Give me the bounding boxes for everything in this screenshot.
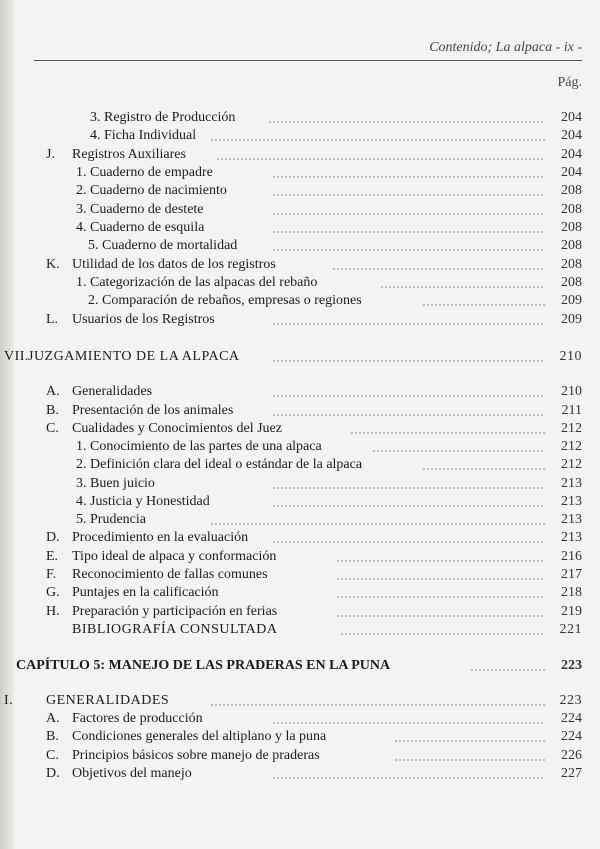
- toc-entry-title: Tipo ideal de alpaca y conformación: [72, 549, 277, 564]
- toc-entry-page-number: 208: [561, 183, 582, 198]
- toc-entry-page-number: 213: [561, 530, 582, 545]
- toc-entry: [0, 765, 600, 783]
- toc-entry: [0, 274, 600, 292]
- toc-entry-page-number: 209: [561, 312, 582, 327]
- toc-entry-page-number: 223: [559, 693, 582, 708]
- toc-entry: [0, 728, 600, 746]
- toc-entry: [0, 383, 600, 401]
- toc-entry-title: 3. Buen juicio: [76, 476, 155, 491]
- dot-leader: [272, 249, 545, 251]
- toc-entry: [0, 182, 600, 200]
- toc-entry-title: CAPÍTULO 5: MANEJO DE LAS PRADERAS EN LA PUNA: [16, 658, 391, 673]
- toc-entry: [0, 146, 600, 164]
- dot-leader: [272, 541, 545, 543]
- toc-entry: [0, 747, 600, 765]
- dot-leader: [470, 669, 545, 671]
- dot-leader: [336, 596, 545, 598]
- toc-entry: [0, 548, 600, 566]
- toc-entry: [0, 621, 600, 639]
- toc-entry-letter: I.: [4, 693, 14, 708]
- toc-entry-letter: A.: [46, 384, 60, 399]
- dot-leader: [272, 194, 545, 196]
- toc-entry: [0, 438, 600, 456]
- toc-entry: [0, 109, 600, 127]
- toc-entry-page-number: 221: [559, 622, 582, 637]
- toc-entry-page-number: 204: [561, 128, 582, 143]
- dot-leader: [336, 578, 545, 580]
- dot-leader: [340, 633, 545, 635]
- toc-entry-page-number: 213: [561, 476, 582, 491]
- toc-entry-letter: G.: [46, 585, 60, 600]
- toc-entry-title: 2. Comparación de rebaños, empresas o regiones: [88, 293, 362, 308]
- toc-entry: [0, 420, 600, 438]
- toc-entry-title: Registros Auxiliares: [72, 147, 186, 162]
- dot-leader: [394, 759, 545, 761]
- dot-leader: [380, 286, 545, 288]
- toc-entry-title: 1. Conocimiento de las partes de una alpaca: [76, 439, 322, 454]
- toc-entry-title: Condiciones generales del altiplano y la puna: [72, 729, 327, 744]
- toc-entry-title: 4. Justicia y Honestidad: [76, 494, 210, 509]
- toc-entry: [0, 237, 600, 255]
- toc-entry-page-number: 219: [561, 604, 582, 619]
- toc-entry-title: Utilidad de los datos de los registros: [72, 257, 276, 272]
- toc-entry-page-number: 226: [561, 748, 582, 763]
- toc-entry-page-number: 204: [561, 110, 582, 125]
- toc-entry-letter: C.: [46, 421, 59, 436]
- toc-entry: [0, 456, 600, 474]
- toc-entry-title: 4. Ficha Individual: [90, 128, 197, 143]
- toc-entry-page-number: 208: [561, 275, 582, 290]
- dot-leader: [272, 323, 545, 325]
- dot-leader: [272, 395, 545, 397]
- toc-entry-title: Generalidades: [72, 384, 153, 399]
- toc-entry-page-number: 204: [561, 165, 582, 180]
- toc-entry-letter: F.: [46, 567, 57, 582]
- toc-entry-page-number: 216: [561, 549, 582, 564]
- dot-leader: [272, 777, 545, 779]
- dot-leader: [272, 231, 545, 233]
- dot-leader: [422, 304, 545, 306]
- toc-entry-title: Factores de producción: [72, 711, 203, 726]
- toc-entry: [0, 529, 600, 547]
- toc-entry-title: 3. Registro de Producción: [90, 110, 236, 125]
- dot-leader: [268, 121, 545, 123]
- toc-entry: [0, 201, 600, 219]
- toc-entry-title: Principios básicos sobre manejo de praderas: [72, 748, 320, 763]
- toc-entry-page-number: 213: [561, 494, 582, 509]
- dot-leader: [336, 560, 545, 562]
- toc-entry-title: Objetivos del manejo: [72, 766, 192, 781]
- toc-entry-page-number: 210: [561, 384, 582, 399]
- toc-entry-title: Puntajes en la calificación: [72, 585, 219, 600]
- toc-entry: [0, 657, 600, 675]
- toc-entry-page-number: 208: [561, 257, 582, 272]
- toc-entry-page-number: 227: [561, 766, 582, 781]
- toc-entry-page-number: 218: [561, 585, 582, 600]
- toc-entry-page-number: 224: [561, 711, 582, 726]
- dot-leader: [272, 213, 545, 215]
- toc-entry-title: 2. Definición clara del ideal o estándar de la alpaca: [76, 457, 363, 472]
- dot-leader: [272, 176, 545, 178]
- dot-leader: [332, 268, 545, 270]
- toc-entry: [0, 584, 600, 602]
- page-column-label: Pág.: [557, 75, 582, 90]
- toc-entry-page-number: 224: [561, 729, 582, 744]
- toc-entry-title: 5. Prudencia: [76, 512, 146, 527]
- toc-entry: [0, 164, 600, 182]
- running-header: Contenido; La alpaca - ix -: [429, 40, 582, 55]
- toc-entry-page-number: 213: [561, 512, 582, 527]
- toc-entry: [0, 348, 600, 366]
- toc-entry-title: Presentación de los animales: [72, 403, 234, 418]
- toc-entry-page-number: 212: [561, 421, 582, 436]
- toc-entry: [0, 292, 600, 310]
- dot-leader: [422, 468, 545, 470]
- toc-entry-title: Usuarios de los Registros: [72, 312, 215, 327]
- toc-entry-letter: B.: [46, 403, 59, 418]
- toc-entry-letter: K.: [46, 257, 60, 272]
- toc-entry-title: Reconocimiento de fallas comunes: [72, 567, 268, 582]
- toc-entry: [0, 603, 600, 621]
- toc-entry: [0, 256, 600, 274]
- toc-entry-letter: D.: [46, 530, 60, 545]
- toc-entry: [0, 219, 600, 237]
- toc-entry: [0, 475, 600, 493]
- toc-entry-title: Preparación y participación en ferias: [72, 604, 278, 619]
- toc-entry: [0, 710, 600, 728]
- toc-entry-letter: L.: [46, 312, 59, 327]
- toc-entry-title: 4. Cuaderno de esquila: [76, 220, 205, 235]
- dot-leader: [394, 740, 545, 742]
- toc-entry-letter: H.: [46, 604, 60, 619]
- toc-entry-page-number: 208: [561, 202, 582, 217]
- toc-entry-page-number: 217: [561, 567, 582, 582]
- toc-entry-title: 2. Cuaderno de nacimiento: [76, 183, 227, 198]
- toc-entry: [0, 566, 600, 584]
- toc-entry-letter: A.: [46, 711, 60, 726]
- dot-leader: [210, 704, 545, 706]
- toc-entry-letter: C.: [46, 748, 59, 763]
- toc-entry: [0, 311, 600, 329]
- toc-entry-title: 1. Categorización de las alpacas del rebaño: [76, 275, 318, 290]
- dot-leader: [272, 722, 545, 724]
- toc-entry-title: JUZGAMIENTO DE LA ALPACA: [28, 349, 240, 364]
- toc-entry: [0, 127, 600, 145]
- toc-entry-title: 5. Cuaderno de mortalidad: [88, 238, 238, 253]
- dot-leader: [272, 414, 545, 416]
- toc-entry-page-number: 210: [559, 349, 582, 364]
- toc-entry: [0, 692, 600, 710]
- toc-entry-page-number: 208: [561, 238, 582, 253]
- toc-entry-title: Procedimiento en la evaluación: [72, 530, 249, 545]
- dot-leader: [210, 139, 545, 141]
- toc-entry-page-number: 212: [561, 457, 582, 472]
- toc-entry-letter: VII.: [4, 349, 29, 364]
- toc-entry-page-number: 208: [561, 220, 582, 235]
- dot-leader: [210, 523, 545, 525]
- toc-entry-page-number: 209: [561, 293, 582, 308]
- dot-leader: [372, 450, 545, 452]
- toc-entry-title: BIBLIOGRAFÍA CONSULTADA: [72, 622, 278, 637]
- header-rule: [34, 60, 582, 61]
- dot-leader: [216, 158, 545, 160]
- dot-leader: [272, 487, 545, 489]
- toc-entry: [0, 402, 600, 420]
- dot-leader: [336, 615, 545, 617]
- toc-entry-title: GENERALIDADES: [46, 693, 170, 708]
- toc-entry: [0, 493, 600, 511]
- toc-entry-page-number: 212: [561, 439, 582, 454]
- toc-entry-letter: D.: [46, 766, 60, 781]
- toc-entry-page-number: 204: [561, 147, 582, 162]
- toc-entry-page-number: 211: [561, 403, 582, 418]
- dot-leader: [350, 432, 545, 434]
- toc-entry-letter: E.: [46, 549, 59, 564]
- toc-entry-title: Cualidades y Conocimientos del Juez: [72, 421, 282, 436]
- toc-entry-page-number: 223: [561, 658, 582, 673]
- toc-entry-title: 1. Cuaderno de empadre: [76, 165, 213, 180]
- toc-entry-title: 3. Cuaderno de destete: [76, 202, 204, 217]
- dot-leader: [272, 360, 545, 362]
- toc-entry: [0, 511, 600, 529]
- toc-entry-letter: B.: [46, 729, 59, 744]
- toc-entry-letter: J.: [46, 147, 55, 162]
- dot-leader: [272, 505, 545, 507]
